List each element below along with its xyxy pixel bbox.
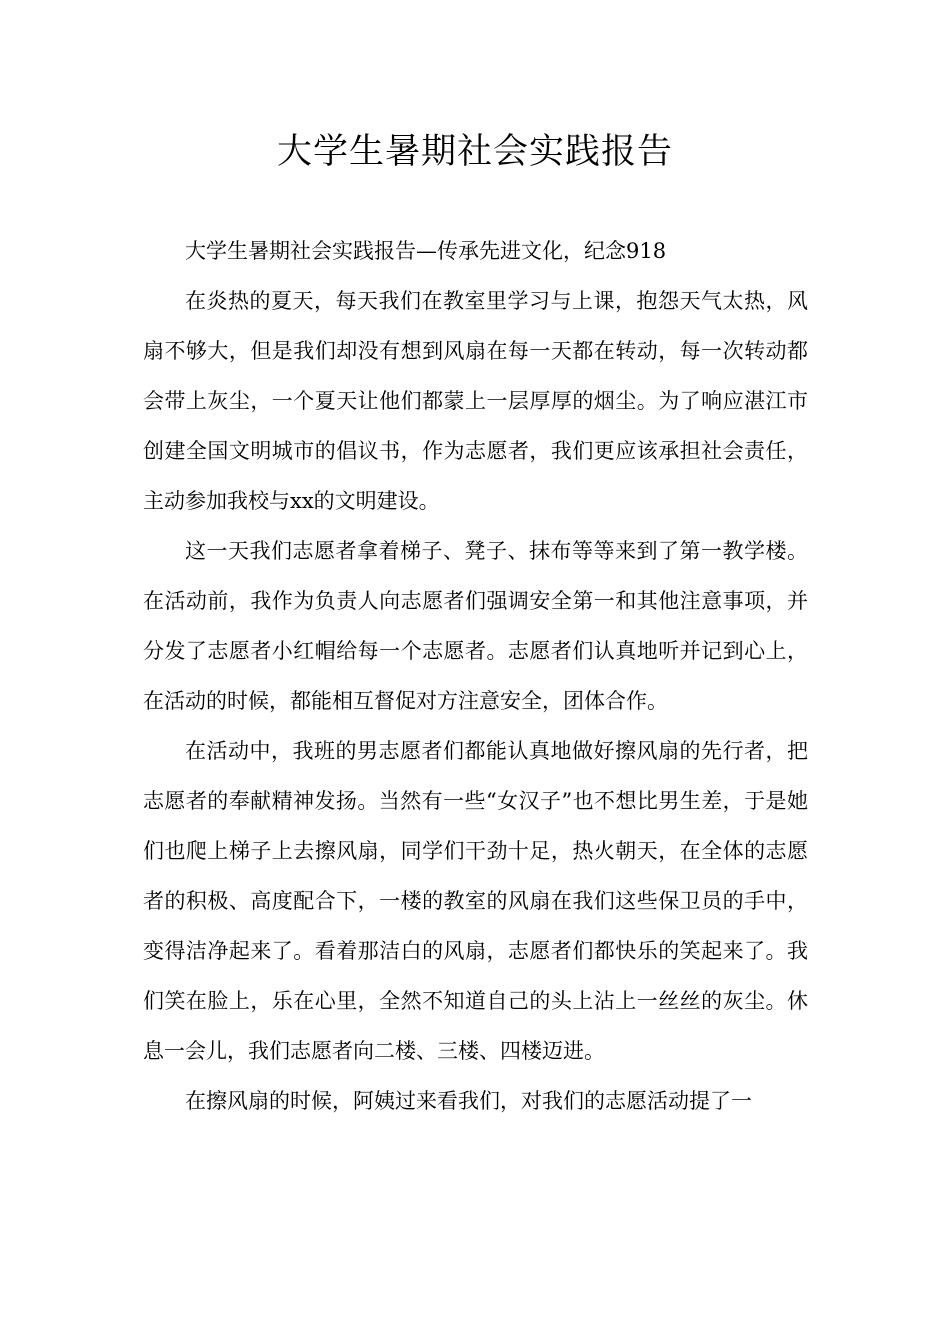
paragraph-2: 这一天我们志愿者拿着梯子、凳子、抹布等等来到了第一教学楼。在活动前，我作为负责人向志愿者们强调安全第一和其他注意事项，并分发了志愿者小红帽给每一个志愿者。志愿者们认真地听并记到心上，在活动的时候，都能相互督促对方注意安全，团体合作。 — [143, 539, 808, 713]
paragraph-3: 在活动中，我班的男志愿者们都能认真地做好擦风扇的先行者，把志愿者的奉献精神发扬。当然有一些“女汉子”也不想比男生差，于是她们也爬上梯子上去擦风扇，同学们干劲十足，热火朝天，在全体的志愿者的积极、高度配合下，一楼的教室的风扇在我们这些保卫员的手中，变得洁净起来了。看着那洁白的风扇，志愿者们都快乐的笑起来了。我们笑在脸上，乐在心里，全然不知道自己的头上沾上一丝丝的灰尘。休息一会儿，我们志愿者向二楼、三楼、四楼迈进。 — [143, 739, 808, 1063]
document-body — [143, 226, 808, 1126]
paragraph-1: 在炎热的夏天，每天我们在教室里学习与上课，抱怨天气太热，风扇不够大，但是我们却没有想到风扇在每一天都在转动，每一次转动都会带上灰尘，一个夏天让他们都蒙上一层厚厚的烟尘。为了响应湛江市创建全国文明城市的倡议书，作为志愿者，我们更应该承担社会责任，主动参加我校与xx的文明建设。 — [143, 289, 808, 513]
paragraph-4: 在擦风扇的时候，阿姨过来看我们，对我们的志愿活动提了一 — [185, 1089, 752, 1113]
paragraph-subtitle: 大学生暑期社会实践报告—传承先进文化，纪念918 — [185, 239, 667, 263]
document-title: 大学生暑期社会实践报告 — [276, 132, 673, 172]
